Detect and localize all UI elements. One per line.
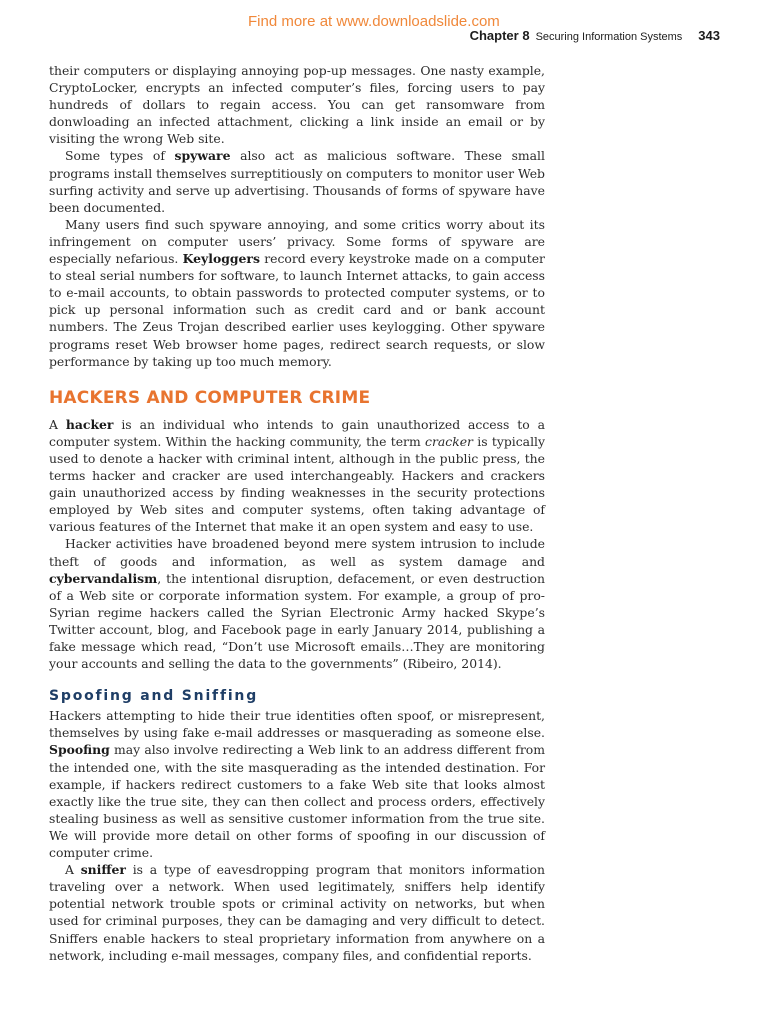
- text-run: Hackers attempting to hide their true identities often spoof, or misrepresent, themselves by using fake e-mail addresses or masquerading as someone else.: [49, 708, 545, 741]
- running-head: [470, 27, 720, 45]
- key-term: Spoofing: [49, 742, 110, 758]
- key-term: hacker: [65, 416, 114, 432]
- key-term: Keyloggers: [182, 251, 260, 267]
- text-run: is typically used to denote a hacker with criminal intent, although in the public press, the terms hacker and cracker are used interchangeably. Hackers and crackers gain unauthorized access by finding weaknesses in the security protections employed by Web sites and computer systems, often taking advantage of various features of the Internet that make it an open system and easy to use.: [49, 433, 545, 535]
- text-run: A: [65, 862, 81, 878]
- text-run: Many users find such spyware annoying, and some critics worry about its infringement on computer users’ privacy. Some forms of spyware are especially nefarious.: [49, 216, 545, 267]
- text-run: Hacker activities have broadened beyond mere system intrusion to include theft of goods and information, as well as system damage and: [49, 536, 545, 569]
- paragraph: [49, 535, 545, 672]
- watermark-link[interactable]: Find more at www.downloadslide.com: [248, 13, 500, 30]
- page-body: [49, 62, 545, 964]
- paragraph: [49, 62, 545, 147]
- page-number: 343: [698, 28, 720, 43]
- text-run: their computers or displaying annoying pop-up messages. One nasty example, CryptoLocker, encrypts an infected computer’s files, forcing users to pay hundreds of dollars to regain access. You can get ransomware from donwloading an infected attachment, clicking a link inside an email or by visiting the wrong Web site.: [49, 63, 545, 147]
- key-term: cybervandalism: [49, 570, 158, 586]
- paragraph: [49, 216, 545, 370]
- paragraph: [49, 416, 545, 536]
- key-term: spyware: [174, 148, 231, 164]
- subsection-heading: Spoofing and Sniffing: [49, 688, 259, 705]
- emphasis-term: cracker: [425, 433, 473, 449]
- paragraph: [49, 861, 545, 964]
- paragraph: [49, 147, 545, 215]
- text-run: also act as malicious software. These small programs install themselves surreptitiously on computers to monitor user Web surfing activity and serve up advertising. Thousands of forms of spyware have been documented.: [49, 148, 545, 215]
- key-term: sniffer: [80, 862, 126, 878]
- section-heading: HACKERS AND COMPUTER CRIME: [49, 387, 371, 408]
- text-run: may also involve redirecting a Web link to an address different from the intended one, with the site masquerading as the intended destination. For example, if hackers redirect customers to a fake Web site that looks almost exactly like the true site, they can then collect and process orders, effectively stealing business as well as sensitive customer information from the true site. We will provide more detail on other forms of spoofing in our discussion of computer crime.: [49, 742, 545, 861]
- text-run: is a type of eavesdropping program that monitors information traveling over a network. When used legitimately, sniffers help identify potential network trouble spots or criminal activity on networks, but when used for criminal purposes, they can be damaging and very difficult to detect. Sniffers enable hackers to steal proprietary information from anywhere on a network, including e-mail messages, company files, and confidential reports.: [49, 862, 545, 963]
- chapter-title: Securing Information Systems: [535, 31, 683, 43]
- chapter-label: Chapter 8: [469, 28, 530, 43]
- text-run: record every keystroke made on a computer to steal serial numbers for software, to launch Internet attacks, to gain access to e-mail accounts, to obtain passwords to protected computer systems, or to pick up personal information such as credit card and or bank account numbers. The Zeus Trojan described earlier uses keylogging. Other spyware programs reset Web browser home pages, redirect search requests, or slow performance by taking up too much memory.: [49, 251, 545, 369]
- paragraph: [49, 707, 545, 861]
- text-run: A: [49, 416, 66, 432]
- text-run: is an individual who intends to gain unauthorized access to a computer system. Within the hacking community, the term: [49, 416, 545, 449]
- text-run: Some types of: [65, 148, 175, 164]
- text-run: , the intentional disruption, defacement, or even destruction of a Web site or corporate information system. For example, a group of pro-Syrian regime hackers called the Syrian Electronic Army hacked Skype’s Twitter account, blog, and Facebook page in early January 2014, publishing a fake message which read, “Don’t use Microsoft emails…They are monitoring your accounts and selling the data to the governments” (Ribeiro, 2014).: [49, 570, 545, 672]
